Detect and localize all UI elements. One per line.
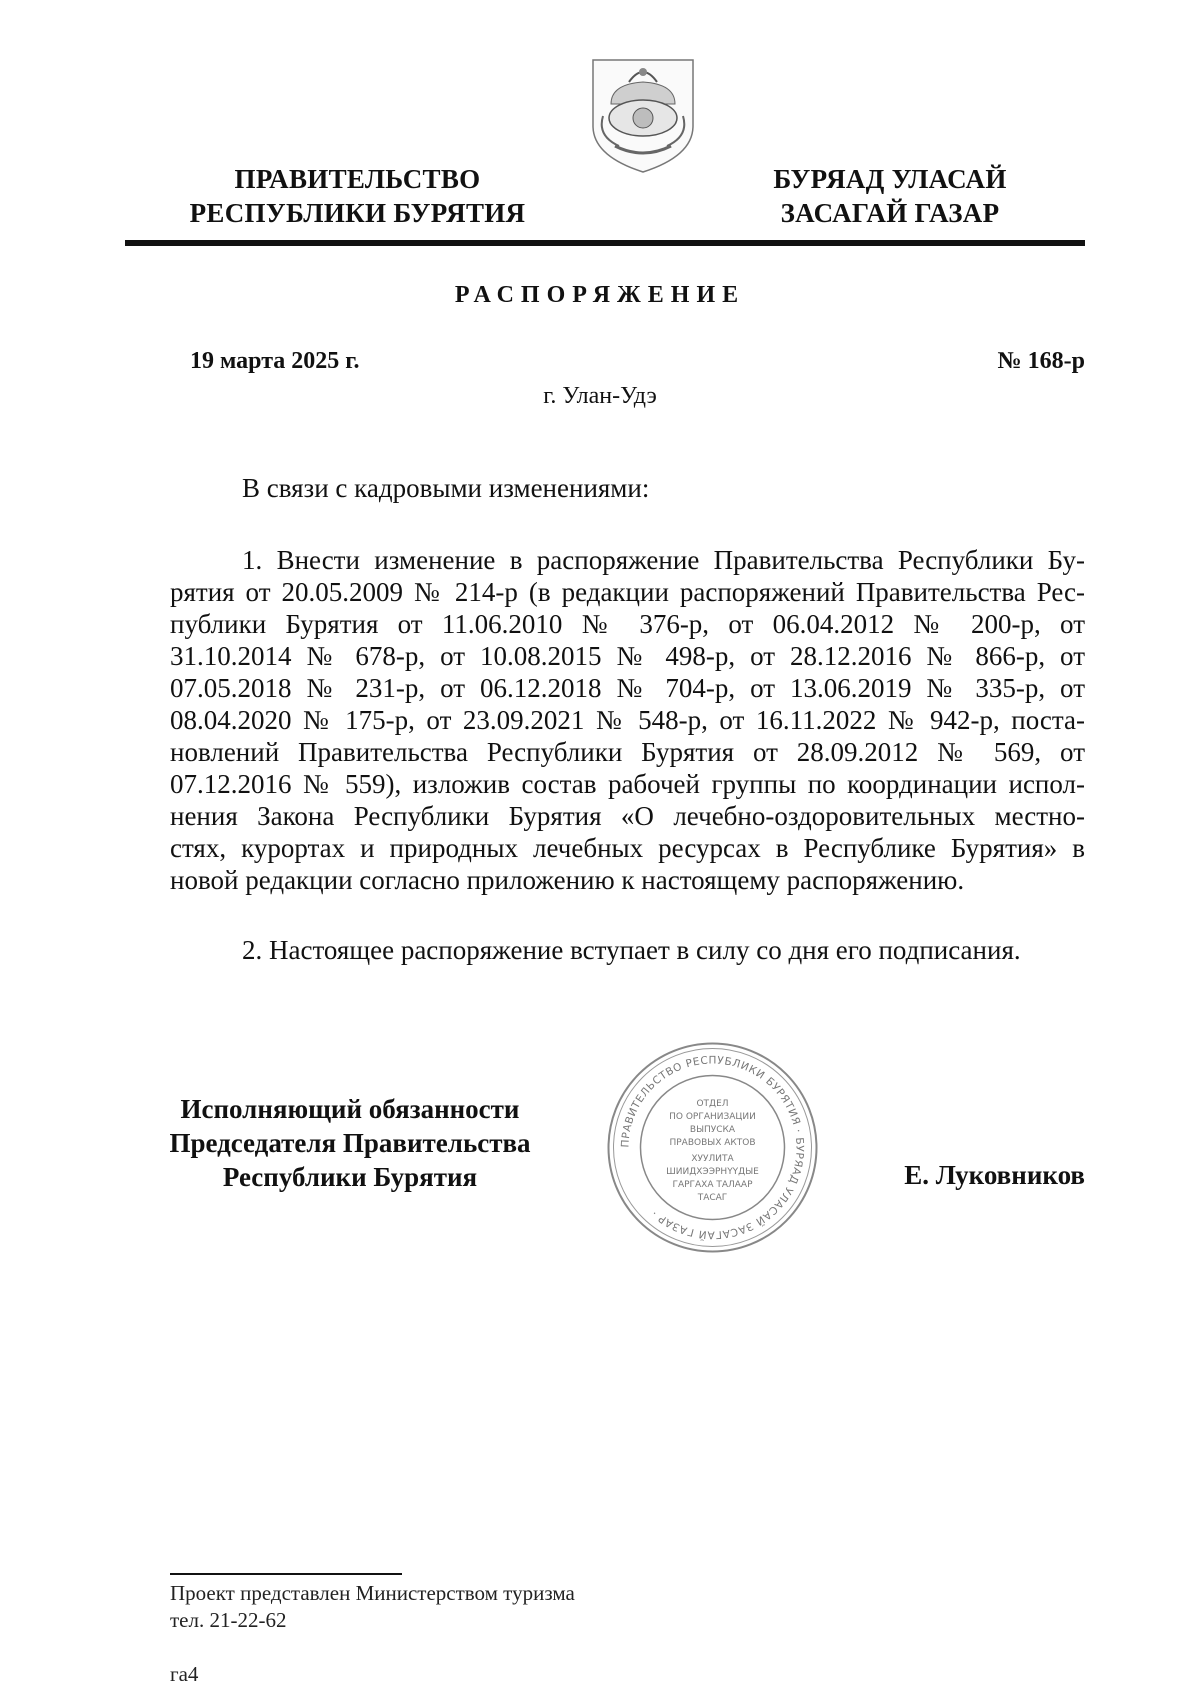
seal-inner-line: ПРАВОВЫХ АКТОВ — [669, 1138, 756, 1148]
item-1-line: новлений Правительства Республики Бурятия от 28.09.2012 № 569, от — [170, 737, 1085, 767]
signatory-position-line1: Исполняющий обязанности — [180, 1094, 520, 1124]
item-1-line: новой редакции согласно приложению к настоящему распоряжению. — [170, 865, 965, 895]
government-name-ru-line1: ПРАВИТЕЛЬСТВО — [234, 164, 481, 194]
signatory-position-line3: Республики Бурятия — [222, 1162, 478, 1192]
coat-of-arms-icon — [589, 56, 697, 176]
seal-inner-line: ХУУЛИТА — [691, 1154, 734, 1164]
footnote — [170, 1580, 575, 1634]
executor-code: га4 — [170, 1662, 199, 1686]
government-name-ru — [165, 162, 550, 230]
signatory-position-line2: Председателя Правительства — [169, 1128, 531, 1158]
item-1-line: 08.04.2020 № 175-р, от 23.09.2021 № 548-р, от 16.11.2022 № 942-р, поста- — [170, 705, 1085, 735]
seal-inner-line: ГАРГАХА ТАЛААР — [672, 1180, 753, 1190]
seal-inner-line: ВЫПУСКА — [689, 1125, 736, 1135]
government-name-bua-line1: БУРЯАД УЛАСАЙ — [773, 164, 1007, 194]
footnote-line2: тел. 21-22-62 — [170, 1608, 287, 1632]
document-city: г. Улан-Удэ — [543, 383, 657, 409]
seal-outer-text: ПРАВИТЕЛЬСТВО РЕСПУБЛИКИ БУРЯТИЯ · БУРЯАД УЛАСАЙ ЗАСАГАЙ ГАЗАР · — [619, 1054, 806, 1241]
seal-inner-line: ОТДЕЛ — [696, 1099, 729, 1109]
intro-paragraph: В связи с кадровыми изменениями: — [242, 473, 650, 503]
government-name-bua — [735, 162, 1045, 230]
header-divider — [125, 240, 1085, 246]
item-1-line: стях, курортах и природных лечебных ресурсах в Республике Бурятия» в — [170, 833, 1085, 863]
document-number: № 168-р — [997, 348, 1085, 374]
signatory-position — [155, 1092, 545, 1194]
document-body — [170, 472, 1085, 966]
signatory-name: Е. Луковников — [904, 1160, 1085, 1190]
seal-inner-line: ТАСАГ — [697, 1193, 728, 1203]
government-name-ru-line2: РЕСПУБЛИКИ БУРЯТИЯ — [189, 198, 526, 228]
footnote-line1: Проект представлен Министерством туризма — [170, 1581, 575, 1605]
document-date: 19 марта 2025 г. — [190, 348, 360, 374]
footnote-divider — [170, 1573, 402, 1575]
item-1-line: 31.10.2014 № 678-р, от 10.08.2015 № 498-р, от 28.12.2016 № 866-р, от — [170, 641, 1085, 671]
government-name-bua-line2: ЗАСАГАЙ ГАЗАР — [780, 198, 1000, 228]
item-1-line: публики Бурятия от 11.06.2010 № 376-р, от 06.04.2012 № 200-р, от — [170, 609, 1085, 639]
seal-inner-line: ПО ОРГАНИЗАЦИИ — [669, 1112, 756, 1122]
document-title: РАСПОРЯЖЕНИЕ — [454, 282, 746, 308]
item-1-paragraph — [170, 544, 1085, 896]
official-seal-icon — [605, 1040, 820, 1255]
item-1-line: 1. Внести изменение в распоряжение Правительства Республики Бу- — [242, 545, 1085, 575]
item-1-line: 07.12.2016 № 559), изложив состав рабочей группы по координации испол- — [170, 769, 1085, 799]
item-1-line: нения Закона Республики Бурятия «О лечебно-оздоровительных местно- — [170, 801, 1085, 831]
item-2-paragraph: 2. Настоящее распоряжение вступает в силу со дня его подписания. — [242, 935, 1021, 965]
seal-inner-line: ШИИДХЭЭРНҮҮДЫЕ — [666, 1167, 759, 1177]
item-1-line: рятия от 20.05.2009 № 214-р (в редакции распоряжений Правительства Рес- — [170, 577, 1085, 607]
item-1-line: 07.05.2018 № 231-р, от 06.12.2018 № 704-р, от 13.06.2019 № 335-р, от — [170, 673, 1085, 703]
